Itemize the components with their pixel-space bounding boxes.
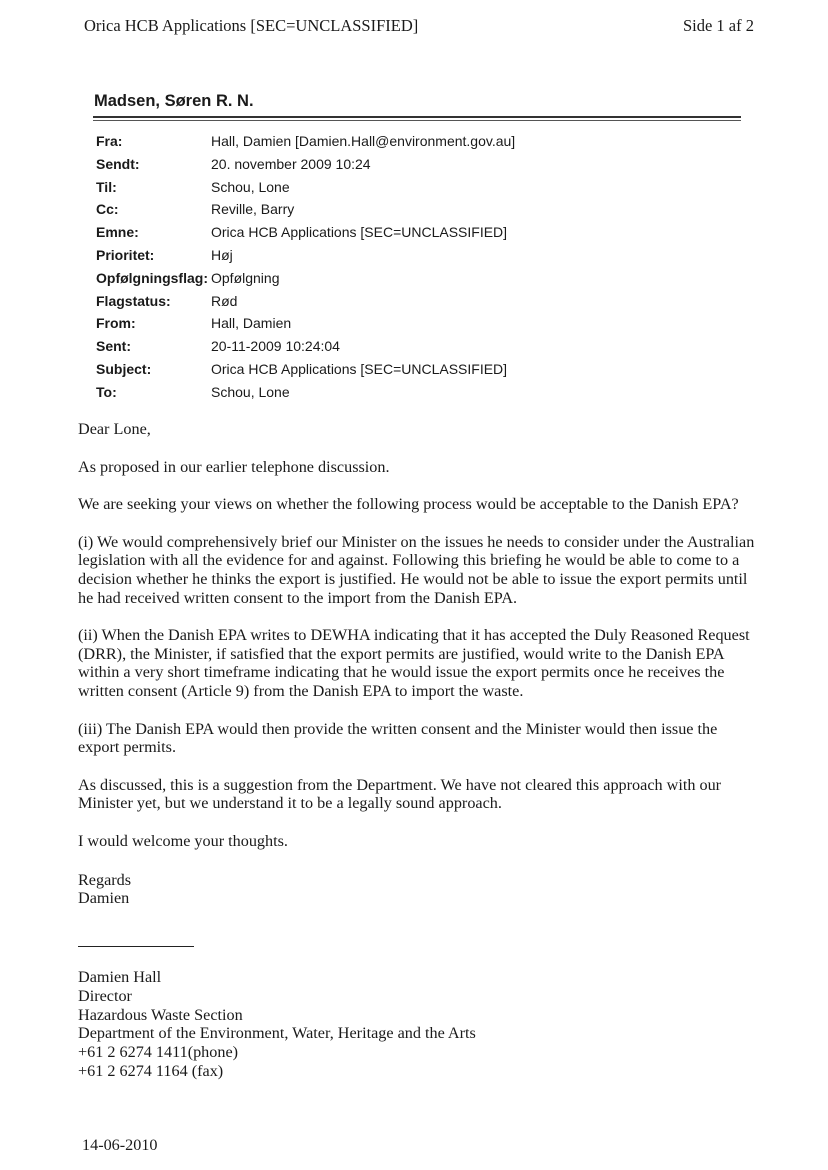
meta-row-cc xyxy=(0,198,828,221)
meta-row-sent xyxy=(0,335,828,358)
meta-row-flagstatus xyxy=(0,290,828,313)
meta-key: Flagstatus: xyxy=(96,292,171,309)
meta-row-emne xyxy=(0,221,828,244)
meta-value: Reville, Barry xyxy=(211,201,295,218)
meta-row-to xyxy=(0,381,828,404)
meta-value: Hall, Damien xyxy=(211,315,292,332)
meta-row-opfoelgningsflag xyxy=(0,267,828,290)
meta-key: Opfølgningsflag: xyxy=(96,269,208,286)
meta-key: Fra: xyxy=(96,133,123,149)
signature-section: Hazardous Waste Section xyxy=(78,1005,243,1024)
greeting: Dear Lone, xyxy=(78,420,151,438)
meta-key: Emne: xyxy=(96,224,139,241)
signature-block xyxy=(78,968,598,1081)
signature-name: Damien Hall xyxy=(78,968,162,986)
meta-key: Sendt: xyxy=(96,155,140,172)
body-paragraph: As proposed in our earlier telephone discussion. xyxy=(78,457,390,476)
meta-row-subject xyxy=(0,358,828,381)
closing-name: Damien xyxy=(78,889,130,908)
signature-phone: +61 2 6274 1411(phone) xyxy=(78,1043,239,1062)
signature-department: Department of the Environment, Water, Heritage and the Arts xyxy=(78,1024,476,1043)
header-rule-thin xyxy=(93,120,741,121)
page-number: Side 1 af 2 xyxy=(682,16,754,35)
meta-value: 20-11-2009 10:24:04 xyxy=(211,338,340,355)
meta-value: 20. november 2009 10:24 xyxy=(211,155,371,172)
meta-value: Schou, Lone xyxy=(211,178,290,195)
email-body xyxy=(78,420,758,908)
page-header xyxy=(84,16,754,40)
body-paragraph: (i) We would comprehensively brief our Minister on the issues he needs to consider under the Australian legislation with all the evidence for and against. Following this briefing he would be able to come to a decision whether he thinks the export is justified. He would not be able to issue the export permits until he had received written consent to the import from the Danish EPA. xyxy=(78,532,755,607)
meta-row-fra xyxy=(0,130,828,153)
closing: Regards xyxy=(78,870,132,889)
meta-key: Cc: xyxy=(96,201,119,218)
meta-value: Hall, Damien [Damien.Hall@environment.gov.au] xyxy=(211,133,516,149)
meta-value: Opfølgning xyxy=(211,269,280,286)
body-paragraph: We are seeking your views on whether the following process would be acceptable to the Danish EPA? xyxy=(78,495,739,514)
sender-name: Madsen, Søren R. N. xyxy=(94,92,254,110)
signature-fax: +61 2 6274 1164 (fax) xyxy=(78,1061,224,1080)
body-paragraph: As discussed, this is a suggestion from the Department. We have not cleared this approach with our Minister yet, but we understand it to be a legally sound approach. xyxy=(78,775,722,813)
email-metadata xyxy=(0,130,828,404)
body-paragraph: (ii) When the Danish EPA writes to DEWHA indicating that it has accepted the Duly Reasoned Request (DRR), the Minister, if satisfied that the export permits are justified, would write to the Danish EPA within a very short timeframe indicating that he would issue the export permits once he receives the written consent (Article 9) from the Danish EPA to import the waste. xyxy=(78,626,750,700)
meta-key: From: xyxy=(96,315,136,332)
page-header-title: Orica HCB Applications [SEC=UNCLASSIFIED] xyxy=(84,16,419,35)
header-rule xyxy=(93,116,741,118)
meta-row-prioritet xyxy=(0,244,828,267)
meta-key: Subject: xyxy=(96,360,152,377)
meta-key: Sent: xyxy=(96,338,131,355)
meta-value: Orica HCB Applications [SEC=UNCLASSIFIED] xyxy=(211,360,508,377)
meta-row-til xyxy=(0,176,828,199)
meta-row-sendt xyxy=(0,153,828,176)
signature-position: Director xyxy=(78,986,132,1005)
meta-value: Rød xyxy=(211,292,238,309)
footer-date: 14-06-2010 xyxy=(82,1136,158,1154)
meta-value: Høj xyxy=(211,246,233,263)
meta-value: Schou, Lone xyxy=(211,383,290,400)
meta-key: Til: xyxy=(96,178,117,195)
meta-key: Prioritet: xyxy=(96,246,155,263)
meta-row-from xyxy=(0,312,828,335)
signature-rule xyxy=(78,946,194,947)
body-paragraph: (iii) The Danish EPA would then provide the written consent and the Minister would then issue the export permits. xyxy=(78,719,718,757)
meta-value: Orica HCB Applications [SEC=UNCLASSIFIED] xyxy=(211,224,508,241)
body-paragraph: I would welcome your thoughts. xyxy=(78,831,288,850)
meta-key: To: xyxy=(96,383,117,400)
